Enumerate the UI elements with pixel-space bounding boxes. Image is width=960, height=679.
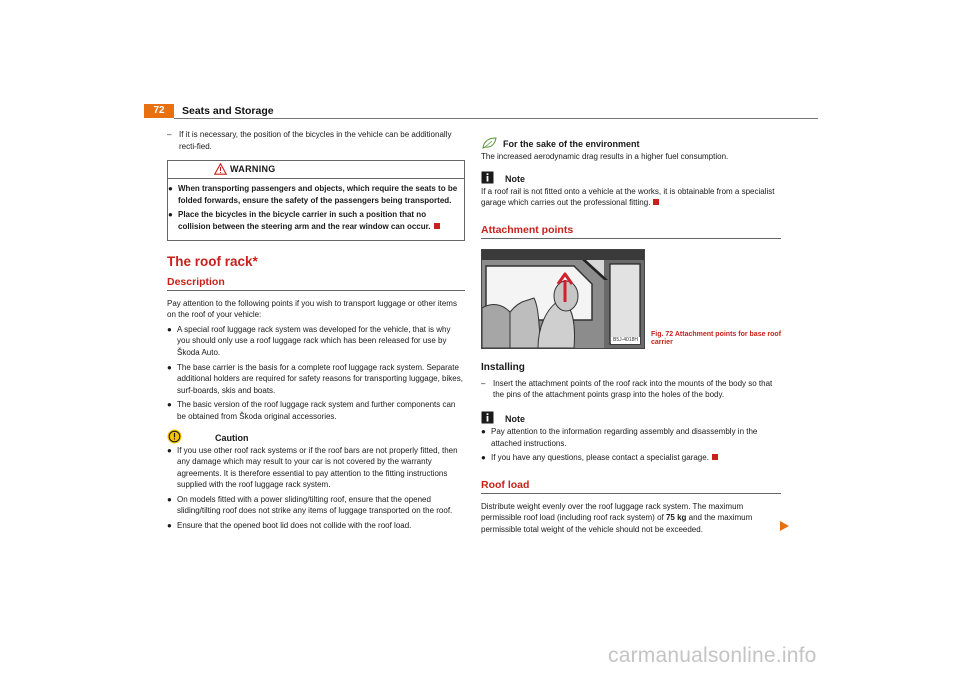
page-number: 72 (144, 104, 174, 118)
caution-header (167, 429, 465, 445)
main-heading: The roof rack* (167, 253, 258, 269)
bullet-icon: ● (167, 494, 172, 504)
bullet-icon: ● (167, 362, 172, 372)
description-item: ● The basic version of the roof luggage rack system and further components can be obtained from Škoda original accessories. (167, 400, 456, 421)
warning-body (168, 179, 464, 239)
caution-item: ● Ensure that the opened boot lid does not collide with the roof load. (167, 521, 412, 531)
environment-title: For the sake of the environment (503, 139, 640, 149)
left-column (167, 129, 465, 535)
warning-title: WARNING (230, 164, 276, 175)
figure-image (481, 249, 645, 349)
environment-header (481, 136, 781, 151)
roof-load-heading: Roof load (481, 478, 781, 494)
installing-heading: Installing (481, 361, 525, 373)
intro-dash-item: – If it is necessary, the position of the bicycles in the vehicle can be additionally recti-fied. (167, 130, 452, 151)
warning-triangle-icon (214, 163, 227, 181)
caution-title: Caution (215, 432, 249, 443)
figure-caption: Fig. 72 Attachment points for base roof carrier (651, 330, 782, 347)
note-text: If a roof rail is not fitted onto a vehicle at the works, it is obtainable from a specialist garage which carries out the professional fitting. (481, 186, 775, 208)
bullet-icon: ● (481, 453, 486, 463)
footer-watermark: carmanualsonline.info (608, 644, 817, 667)
end-marker-icon (434, 223, 440, 229)
end-marker-icon (653, 199, 659, 205)
note-header (481, 411, 781, 426)
note-header (481, 171, 781, 186)
caution-item: ● If you use other roof rack systems or if the roof bars are not properly fitted, then any damage which may result to your car is not covered by the warranty agreements. It is therefore essential to pay attention to the fitting instructions supplied with the roof luggage rack system. (167, 445, 458, 490)
bullet-icon: ● (167, 400, 172, 410)
bullet-icon: ● (168, 184, 173, 194)
right-column (481, 136, 781, 536)
roof-load-value: 75 kg (665, 513, 687, 523)
roof-load-text: Distribute weight evenly over the roof luggage rack system. The maximum permissible roof load (including roof rack system) of 75 kg and the maximum permissible total weight of the vehicle should not be exceeded. (481, 501, 753, 534)
bullet-icon: ● (481, 426, 486, 436)
figure-area (481, 249, 781, 349)
bullet-icon: ● (168, 210, 173, 220)
header-rule (174, 118, 818, 119)
note-info-icon (481, 171, 494, 188)
environment-leaf-icon (481, 136, 499, 154)
warning-item: ● Place the bicycles in the bicycle carrier in such a position that no collision between the steering arm and the rear window can occur. (168, 209, 460, 232)
intro-dash-text: If it is necessary, the position of the bicycles in the vehicle can be additionally recti-fied. (179, 130, 452, 151)
note-item: ● Pay attention to the information regarding assembly and disassembly in the attached instructions. (481, 426, 758, 448)
environment-text: The increased aerodynamic drag results in a higher fuel consumption. (481, 152, 729, 161)
note-title: Note (505, 173, 525, 184)
next-page-arrow-icon[interactable] (778, 520, 790, 536)
note-title: Note (505, 413, 525, 424)
description-intro: Pay attention to the following points if you wish to transport luggage or other items on the roof of your vehicle: (167, 298, 457, 320)
attachment-points-heading: Attachment points (481, 223, 781, 239)
caution-item: ● On models fitted with a power sliding/tilting roof, ensure that the opened sliding/tilting roof does not strike any items of luggage transported on the roof. (167, 494, 453, 516)
description-item: ● The base carrier is the basis for a complete roof luggage rack system. Separate additional holders are required for safety reasons for transporting luggage, bikes, surf-boards, skis and boats. (167, 362, 463, 395)
section-title: Seats and Storage (182, 105, 274, 117)
installing-step: – Insert the attachment points of the roof rack into the mounts of the body so that the pins of the attachment points grasp into the holes of the body. (481, 378, 773, 400)
description-item: ● A special roof luggage rack system was developed for the vehicle, that is why you should only use a roof luggage rack which has been released for use by Škoda Auto. (167, 324, 451, 357)
bullet-icon: ● (167, 445, 172, 455)
bullet-icon: ● (167, 324, 172, 334)
car-interior-illustration (482, 250, 644, 348)
warning-box (167, 160, 465, 240)
warning-item: ● When transporting passengers and objects, which require the seats to be folded forwards, ensure the safety of the passengers being transported. (168, 184, 458, 205)
description-heading: Description (167, 275, 465, 291)
warning-header (168, 161, 464, 179)
figure-code: B5J-4018H (612, 336, 638, 343)
end-marker-icon (712, 454, 718, 460)
note-item: ● If you have any questions, please contact a specialist garage. (481, 452, 781, 464)
bullet-icon: ● (167, 521, 172, 531)
